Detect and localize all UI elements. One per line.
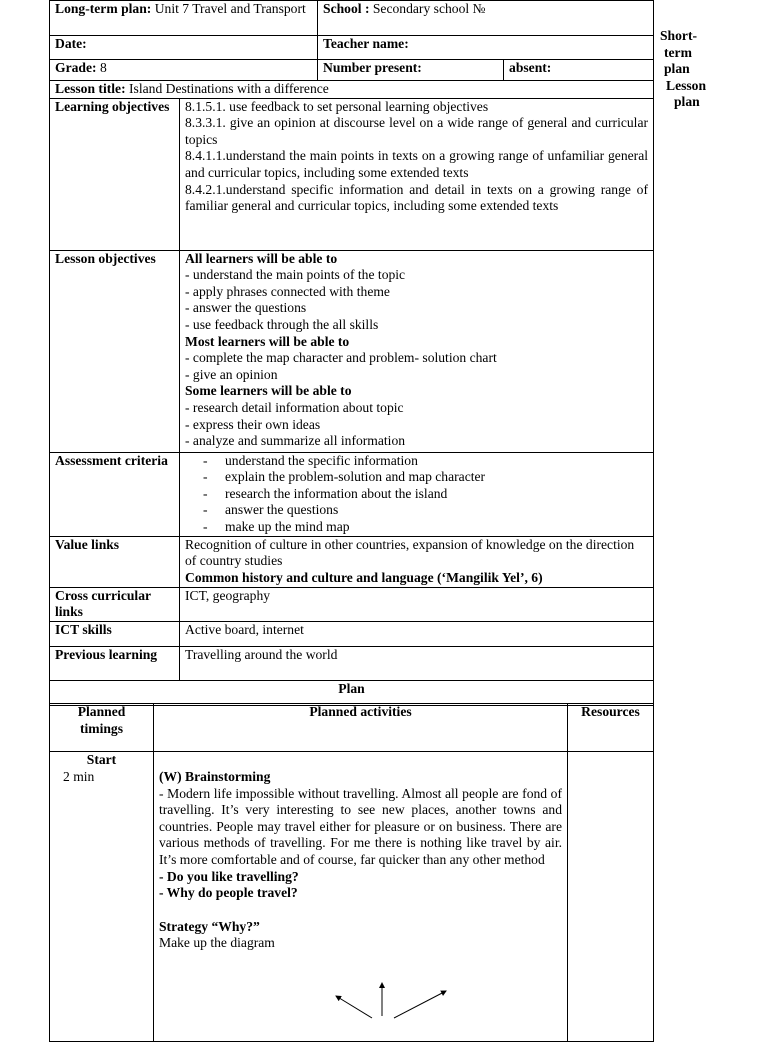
header-row-date xyxy=(50,36,654,60)
grade-cell xyxy=(50,60,318,81)
side-note-line: Lesson xyxy=(666,77,707,93)
assessment-item: - answer the questions xyxy=(225,502,648,519)
previous-learning-value: Travelling around the world xyxy=(180,646,654,680)
learning-objective-item: 8.3.3.1. give an opinion at discourse level on a wide range of general and curricular topics xyxy=(185,115,649,147)
assessment-row xyxy=(50,452,654,536)
learning-objective-item: 8.4.1.1.understand the main points in texts on a growing range of unfamiliar general and curricular topics, including some extended texts xyxy=(185,148,649,180)
absent-label: absent: xyxy=(509,60,552,75)
lesson-title-label: Lesson title: xyxy=(55,81,126,96)
learning-objectives-list xyxy=(180,98,654,250)
previous-learning-label: Previous learning xyxy=(50,646,180,680)
cross-curricular-value: ICT, geography xyxy=(180,587,654,621)
assessment-label: Assessment criteria xyxy=(50,452,180,536)
plan-heading-row xyxy=(50,680,654,705)
assessment-list-cell xyxy=(180,452,654,536)
grade-value: 8 xyxy=(99,60,107,75)
header-row-plan xyxy=(50,1,654,36)
resources-header: Resources xyxy=(568,704,654,752)
arrow-right xyxy=(394,991,446,1018)
ict-skills-row xyxy=(50,621,654,646)
side-note xyxy=(660,28,730,111)
all-learners-heading: All learners will be able to xyxy=(185,250,338,266)
assessment-item: - understand the specific information xyxy=(225,453,648,470)
school-label: School : xyxy=(323,1,370,16)
side-note-line: Short- xyxy=(660,28,698,43)
lesson-title-row xyxy=(50,81,654,99)
cross-curricular-row xyxy=(50,587,654,621)
plan-heading: Plan xyxy=(50,680,654,705)
lesson-objective-item: - understand the main points of the topic xyxy=(185,267,406,283)
lesson-objectives-list xyxy=(180,250,654,452)
learning-objective-item: 8.4.2.1.understand specific information and detail in texts on a growing range of familiar general and curricular topics, including some extended texts xyxy=(185,181,649,214)
date-label: Date: xyxy=(55,36,87,51)
plan-header-row xyxy=(50,704,654,752)
longterm-plan-label: Long-term plan: xyxy=(55,1,152,16)
lesson-objective-item: - give an opinion xyxy=(185,366,278,382)
lesson-plan-table xyxy=(49,0,654,706)
lesson-objective-item: - research detail information about topic xyxy=(185,399,404,415)
start-label: Start xyxy=(86,752,117,767)
longterm-plan-value: Unit 7 Travel and Transport xyxy=(154,1,306,16)
value-links-row xyxy=(50,536,654,587)
ict-skills-label: ICT skills xyxy=(50,621,180,646)
value-links-label: Value links xyxy=(50,536,180,587)
value-links-cell xyxy=(180,536,654,587)
assessment-item: - research the information about the island xyxy=(225,486,648,503)
lesson-objectives-row xyxy=(50,250,654,452)
strategy-text: Make up the diagram xyxy=(159,935,275,951)
some-learners-heading: Some learners will be able to xyxy=(185,383,352,399)
planned-timings-header: Planned timings xyxy=(50,704,154,752)
lesson-objective-item: - answer the questions xyxy=(185,300,307,316)
lesson-objective-item: - complete the map character and problem- solution chart xyxy=(185,350,497,366)
side-note-line: plan xyxy=(674,94,700,109)
learning-objective-item: 8.1.5.1. use feedback to set personal learning objectives xyxy=(185,98,489,114)
assessment-list xyxy=(185,453,648,536)
learning-objectives-label: Learning objectives xyxy=(50,98,180,250)
lesson-objectives-label: Lesson objectives xyxy=(50,250,180,452)
value-links-text: Recognition of culture in other countries, expansion of knowledge on the direction of country studies xyxy=(185,536,635,569)
lesson-title-cell xyxy=(50,81,654,99)
planned-activities-header: Planned activities xyxy=(154,704,568,752)
assessment-item: - make up the mind map xyxy=(225,519,648,536)
question-item: - Why do people travel? xyxy=(159,885,298,901)
arrow-left xyxy=(336,996,372,1018)
strategy-heading: Strategy “Why?” xyxy=(159,918,260,934)
lesson-objective-item: - apply phrases connected with theme xyxy=(185,283,390,299)
start-timing-cell xyxy=(50,752,154,1042)
lesson-objective-item: - use feedback through the all skills xyxy=(185,316,379,332)
school-value: Secondary school № xyxy=(372,1,486,16)
start-time: 2 min xyxy=(63,768,95,784)
previous-learning-row xyxy=(50,646,654,680)
brainstorm-text: - Modern life impossible without travelling. Almost all people are fond of travelling. It’s very interesting to see new places, another towns and countries. People may travel either for pleasure or on business. There are various methods of travelling. For me there is nothing like travel by air. It’s more comfortable and of course, far quicker than any other method xyxy=(159,785,562,867)
lesson-title-value: Island Destinations with a difference xyxy=(129,81,329,96)
brainstorm-heading: (W) Brainstorming xyxy=(159,769,271,784)
lesson-objective-item: - analyze and summarize all information xyxy=(185,433,406,449)
school-cell xyxy=(318,1,654,36)
number-present-cell xyxy=(318,60,504,81)
teacher-label: Teacher name: xyxy=(323,36,409,51)
longterm-plan-cell xyxy=(50,1,318,36)
value-links-bold-text: Common history and culture and language (‘Mangilik Yel’, 6) xyxy=(185,569,543,585)
lesson-objective-item: - express their own ideas xyxy=(185,416,321,432)
most-learners-heading: Most learners will be able to xyxy=(185,333,350,349)
assessment-item: - explain the problem-solution and map character xyxy=(225,469,648,486)
side-note-line: plan xyxy=(664,61,690,76)
header-row-grade xyxy=(50,60,654,81)
start-resources-cell xyxy=(568,752,654,1042)
diagram-arrows xyxy=(330,980,460,1024)
ict-skills-value: Active board, internet xyxy=(180,621,654,646)
date-cell xyxy=(50,36,318,60)
number-present-label: Number present: xyxy=(323,60,422,75)
grade-label: Grade: xyxy=(55,60,97,75)
question-item: - Do you like travelling? xyxy=(159,868,299,884)
cross-curricular-label: Cross curricular links xyxy=(50,587,180,621)
learning-objectives-row xyxy=(50,98,654,250)
side-note-line: term xyxy=(664,44,692,60)
absent-cell xyxy=(504,60,654,81)
teacher-cell xyxy=(318,36,654,60)
